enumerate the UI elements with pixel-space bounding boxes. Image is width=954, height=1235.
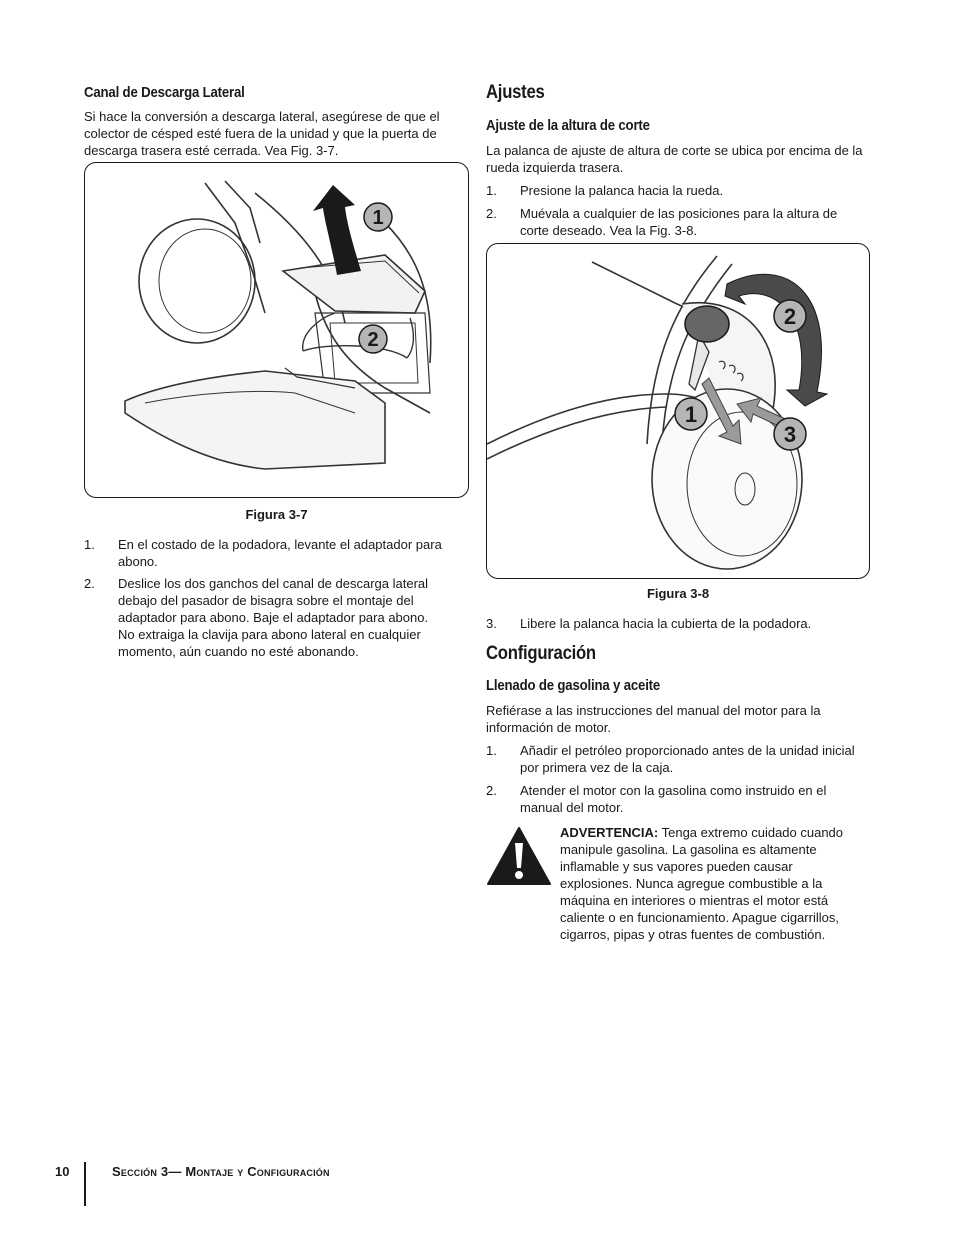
svg-text:2: 2 [367,329,379,351]
svg-text:1: 1 [372,207,384,229]
warning-text [560,824,864,943]
figure-3-8-caption: Figura 3-8 [646,586,710,601]
footer-section-title: Sección 3— Montaje y Configuración [112,1164,330,1179]
list-item: 2. Deslice los dos ganchos del canal de descarga lateral debajo del pasador de bisagra sobre el montaje del adaptador para abono. Baje el adaptador para abono. No extraiga la clavija para abono lateral en cualquier momento, aún cuando no esté abonando. [84,576,429,659]
warning-body: Tenga extremo cuidado cuando manipule gasolina. La gasolina es altamente inflamable y sus vapores pueden causar explosiones. Nunca agregue combustible a la máquina en interiores o mientras el motor está caliente o en funcionamiento. Apague cigarrillos, cigarros, pipas y otras fuentes de combustión. [560,825,844,942]
callout-2-fig-3-7 [359,325,387,353]
side-discharge-intro: Si hace la conversión a descarga lateral, asegúrese de que el colector de césped esté fuera de la unidad y que la puerta de descarga trasera esté cerrada. Vea Fig. 3-7. [84,109,440,158]
list-item: 1. En el costado de la podadora, levante el adaptador para abono. [84,537,442,569]
callout-2-fig-3-8 [774,300,806,332]
section-heading-ajustes: Ajustes [486,82,545,103]
figure-3-7-illustration [85,163,468,497]
section-heading-side-discharge: Canal de Descarga Lateral [84,84,245,101]
list-item: 2. Muévala a cualquier de las posiciones para la altura de corte deseado. Vea la Fig. 3-8. [486,206,838,238]
cutting-height-intro: La palanca de ajuste de altura de corte se ubica por encima de la rueda izquierda trasera. [486,143,863,175]
list-item: 1. Presione la palanca hacia la rueda. [486,183,724,198]
warning-label: ADVERTENCIA: [560,825,659,840]
list-item: 3. Libere la palanca hacia la cubierta de la podadora. [486,616,812,631]
figure-3-7 [84,162,469,498]
page-number: 10 [55,1164,70,1179]
fuel-oil-intro: Refiérase a las instrucciones del manual del motor para la información de motor. [486,703,821,735]
footer-divider [84,1162,86,1206]
svg-text:1: 1 [684,402,698,427]
callout-1-fig-3-7 [364,203,392,231]
callout-3-fig-3-8 [774,418,806,450]
section-heading-configuracion: Configuración [486,643,596,664]
warning-triangle-icon [486,826,552,886]
list-item: 2. Atender el motor con la gasolina como instruido en el manual del motor. [486,783,827,815]
svg-text:3: 3 [783,422,797,447]
callout-1-fig-3-8 [675,398,707,430]
figure-3-8 [486,243,870,579]
figure-3-8-illustration [487,244,869,578]
figure-3-7-caption: Figura 3-7 [245,507,308,522]
svg-text:2: 2 [783,304,797,329]
subheading-cutting-height: Ajuste de la altura de corte [486,117,650,134]
subheading-fuel-oil: Llenado de gasolina y aceite [486,677,661,694]
list-item: 1. Añadir el petróleo proporcionado antes de la unidad inicial por primera vez de la caja. [486,743,855,775]
